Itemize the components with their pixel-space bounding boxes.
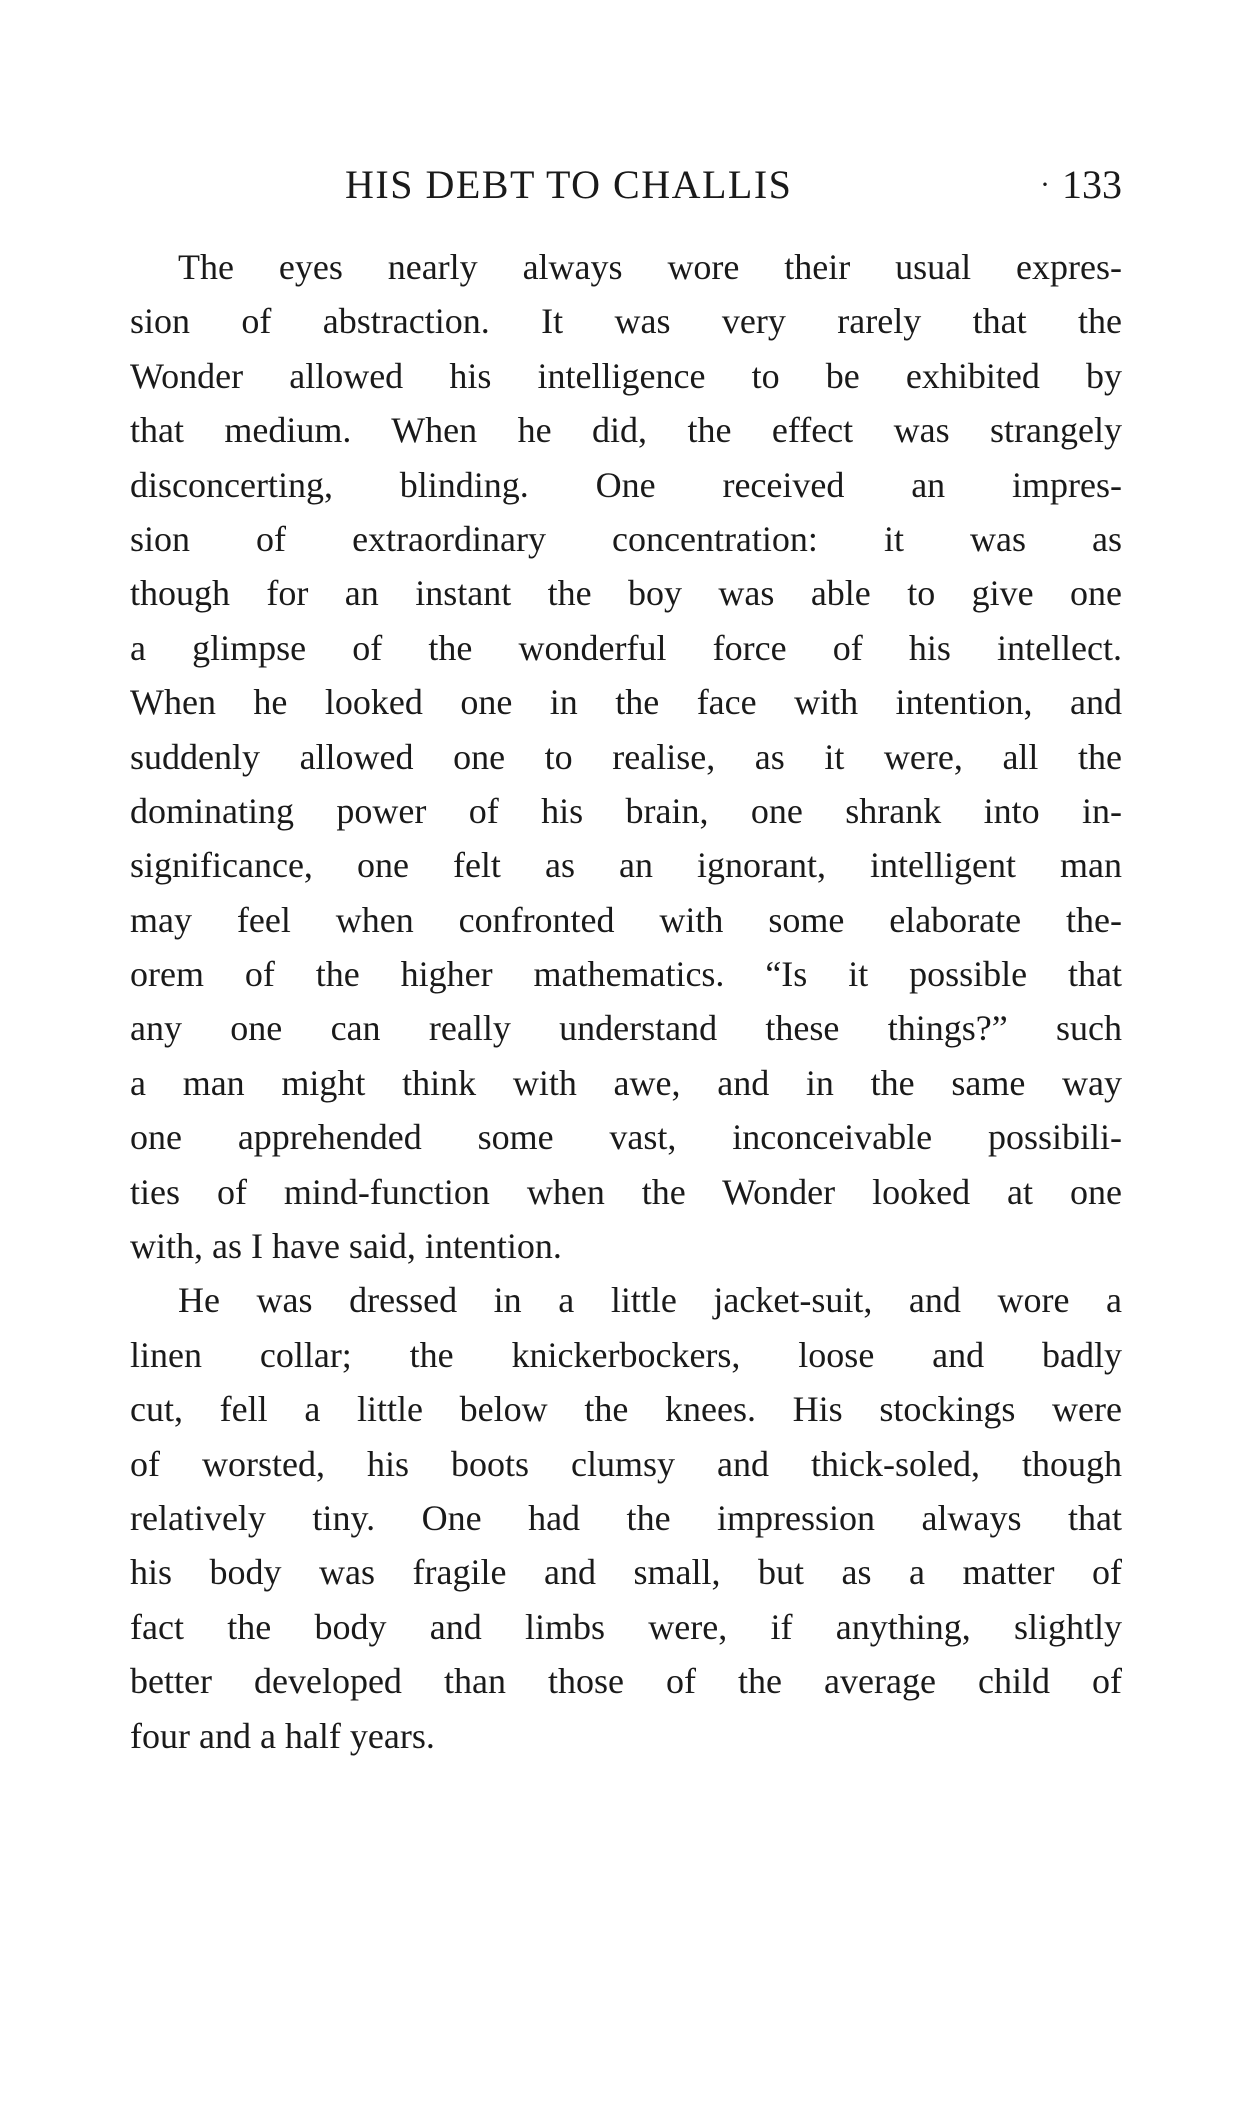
text-line: of worsted, his boots clumsy and thick-soled, though [130,1443,1122,1484]
paragraph-1 [130,240,1122,1273]
text-line: better developed than those of the average child of [130,1661,1122,1702]
running-title: HIS DEBT TO CHALLIS [345,162,793,207]
page-number: 133 [1062,162,1122,207]
text-line: He was dressed in a little jacket-suit, and wore a [178,1280,1122,1321]
running-head [130,160,1122,210]
text-line: a man might think with awe, and in the same way [130,1062,1122,1103]
text-line: Wonder allowed his intelligence to be exhibited by [130,355,1122,396]
text-line: with, as I have said, intention. [130,1226,562,1267]
text-line: linen collar; the knickerbockers, loose and badly [130,1334,1122,1375]
page-number-separator: · [1040,168,1050,201]
text-line: fact the body and limbs were, if anything, slightly [130,1606,1122,1647]
text-line: sion of extraordinary concentration: it was as [130,518,1122,559]
text-line: disconcerting, blinding. One received an impres- [130,464,1122,505]
text-line: significance, one felt as an ignorant, intelligent man [130,845,1122,886]
page-number-block [1040,160,1122,214]
text-line: ties of mind-function when the Wonder looked at one [130,1171,1122,1212]
text-line: sion of abstraction. It was very rarely that the [130,301,1122,342]
text-line: though for an instant the boy was able to give one [130,573,1122,614]
text-line: dominating power of his brain, one shrank into in- [130,790,1122,831]
paragraph-2 [130,1273,1122,1763]
text-line: suddenly allowed one to realise, as it were, all the [130,736,1122,777]
text-line: orem of the higher mathematics. “Is it possible that [130,954,1122,995]
text-line: four and a half years. [130,1715,435,1756]
text-line: The eyes nearly always wore their usual expres- [178,247,1122,287]
body-text [130,240,1122,1763]
text-line: relatively tiny. One had the impression always that [130,1497,1122,1538]
text-line: any one can really understand these things?” such [130,1008,1122,1049]
text-line: one apprehended some vast, inconceivable possibili- [130,1117,1122,1158]
text-line: a glimpse of the wonderful force of his intellect. [130,627,1122,668]
text-line: his body was fragile and small, but as a matter of [130,1552,1122,1593]
text-line: that medium. When he did, the effect was strangely [130,410,1122,451]
text-line: When he looked one in the face with intention, and [130,682,1122,723]
text-line: cut, fell a little below the knees. His stockings were [130,1389,1122,1430]
text-line: may feel when confronted with some elaborate the- [130,899,1122,940]
